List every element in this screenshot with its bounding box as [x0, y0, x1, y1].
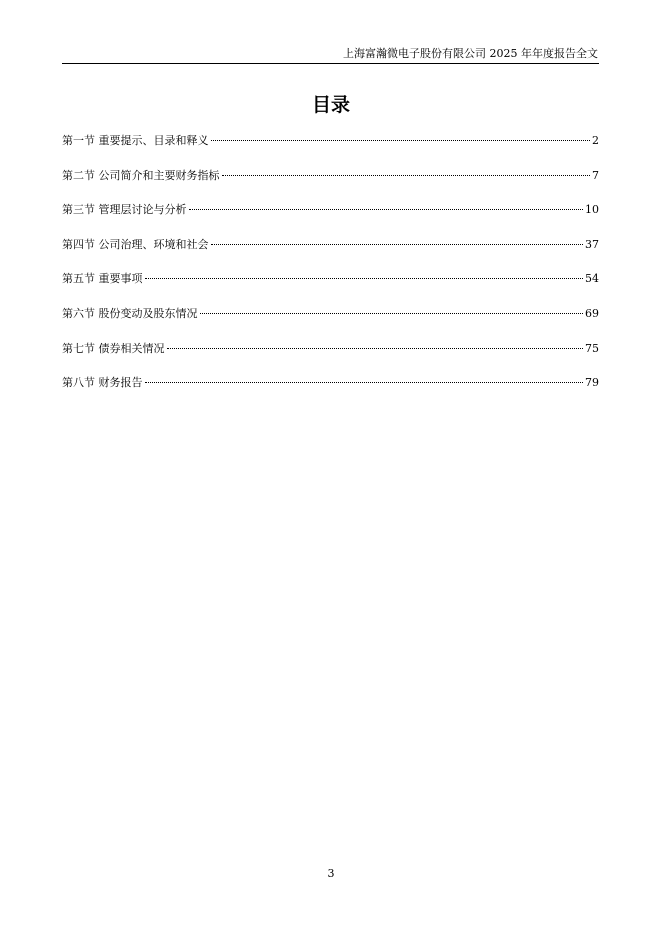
toc-entry-section-3[interactable]: [62, 202, 599, 237]
toc-entry-section-5[interactable]: [62, 271, 599, 306]
toc-entry-label: 第五节 重要事项: [62, 272, 143, 286]
toc-dot-leader: [167, 348, 584, 349]
toc-entry-page: 37: [585, 237, 599, 251]
toc-entry-page: 2: [592, 134, 599, 147]
toc-entry-section-7[interactable]: [62, 341, 599, 376]
toc-entry-label: 第一节 重要提示、目录和释义: [62, 134, 209, 147]
toc-dot-leader: [145, 278, 584, 279]
toc-entry-page: 54: [585, 272, 599, 286]
toc-dot-leader: [200, 313, 584, 314]
toc-entry-label: 第三节 管理层讨论与分析: [62, 203, 187, 217]
toc-entry-page: 75: [585, 341, 599, 355]
toc-dot-leader: [211, 244, 584, 245]
toc-entry-section-2[interactable]: [62, 168, 599, 203]
table-of-contents: [62, 133, 599, 410]
toc-entry-page: 69: [585, 306, 599, 320]
page-number: 3: [327, 867, 335, 880]
toc-dot-leader: [145, 382, 584, 383]
toc-entry-label: 第八节 财务报告: [62, 376, 143, 390]
toc-dot-leader: [222, 175, 591, 176]
toc-entry-section-6[interactable]: [62, 306, 599, 341]
toc-entry-page: 79: [585, 376, 599, 390]
toc-entry-section-4[interactable]: [62, 237, 599, 272]
toc-entry-page: 10: [585, 203, 599, 217]
toc-title: 目录: [311, 94, 350, 116]
toc-dot-leader: [211, 140, 591, 141]
toc-entry-label: 第七节 债券相关情况: [62, 341, 165, 355]
running-header: 上海富瀚微电子股份有限公司 2025 年年度报告全文: [343, 47, 598, 60]
toc-entry-label: 第二节 公司简介和主要财务指标: [62, 168, 220, 182]
toc-entry-section-8[interactable]: [62, 375, 599, 410]
toc-entry-page: 7: [592, 168, 599, 182]
toc-entry-section-1[interactable]: [62, 133, 599, 168]
header-divider: [62, 63, 599, 64]
toc-entry-label: 第六节 股份变动及股东情况: [62, 306, 198, 320]
toc-dot-leader: [189, 209, 584, 210]
toc-entry-label: 第四节 公司治理、环境和社会: [62, 237, 209, 251]
